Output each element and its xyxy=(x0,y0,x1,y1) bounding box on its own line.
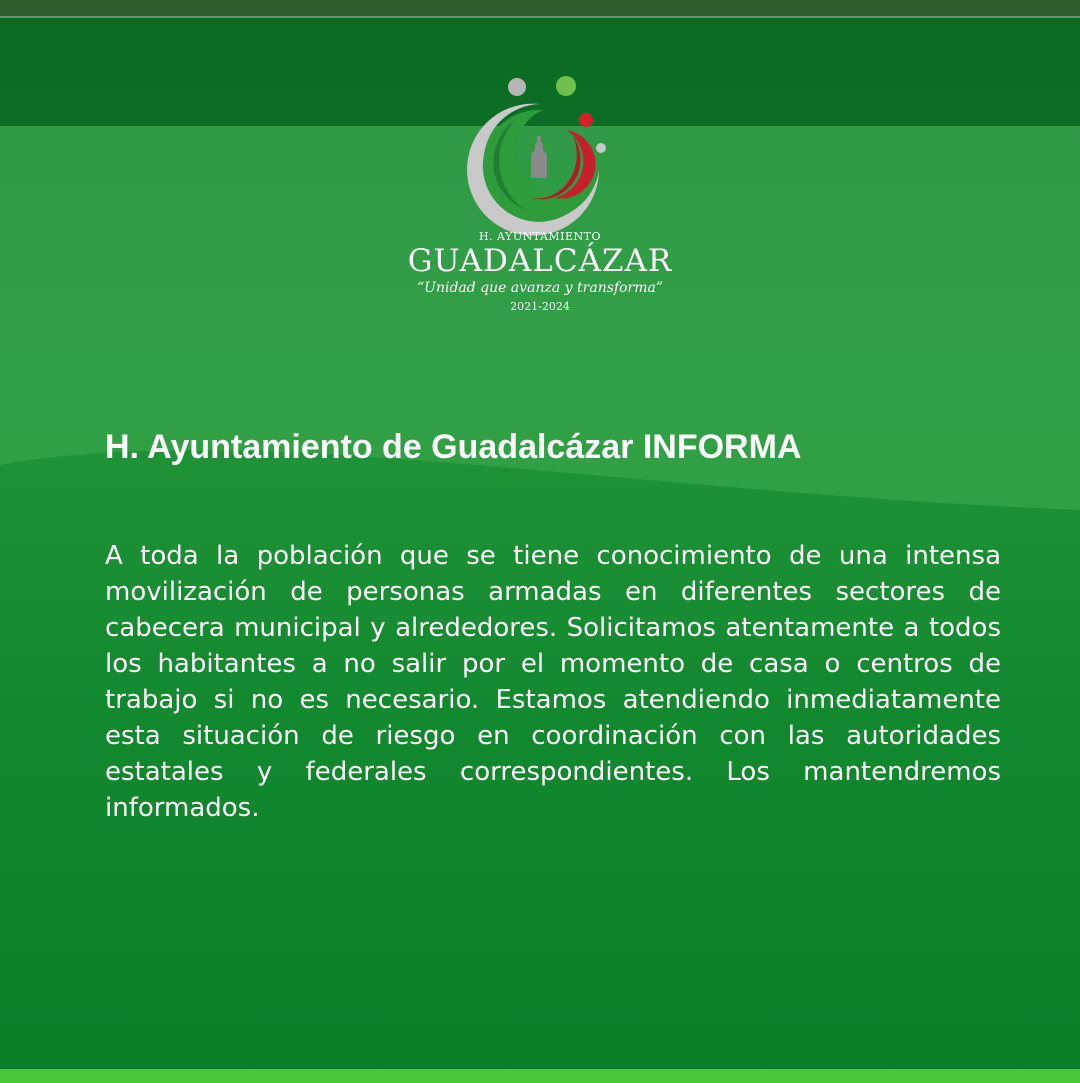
logo-line-municipality: GUADALCÁZAR xyxy=(407,243,673,279)
logo-wordmark xyxy=(340,230,740,313)
bottom-strip xyxy=(0,1069,1080,1083)
logo-period: 2021-2024 xyxy=(510,300,570,313)
announcement-body: A toda la población que se tiene conocimiento de una intensa movilización de personas armadas en diferentes sectores de cabecera municipal y alrededores. Solicitamos atentamente a todos los habitantes a no salir por el momento de casa o centros de trabajo si no es necesario. Estamos atendiendo inmediatamente esta situación de riesgo en coordinación con las autoridades estatales y federales correspondientes. Los mantendremos informados. xyxy=(105,541,1001,823)
page-title: H. Ayuntamiento de Guadalcázar INFORMA xyxy=(105,428,802,466)
municipal-emblem-icon xyxy=(455,70,625,240)
top-border xyxy=(0,0,1080,18)
logo-line-ayuntamiento: H. AYUNTAMIENTO xyxy=(478,230,602,243)
logo-slogan: “Unidad que avanza y transforma” xyxy=(417,280,663,296)
